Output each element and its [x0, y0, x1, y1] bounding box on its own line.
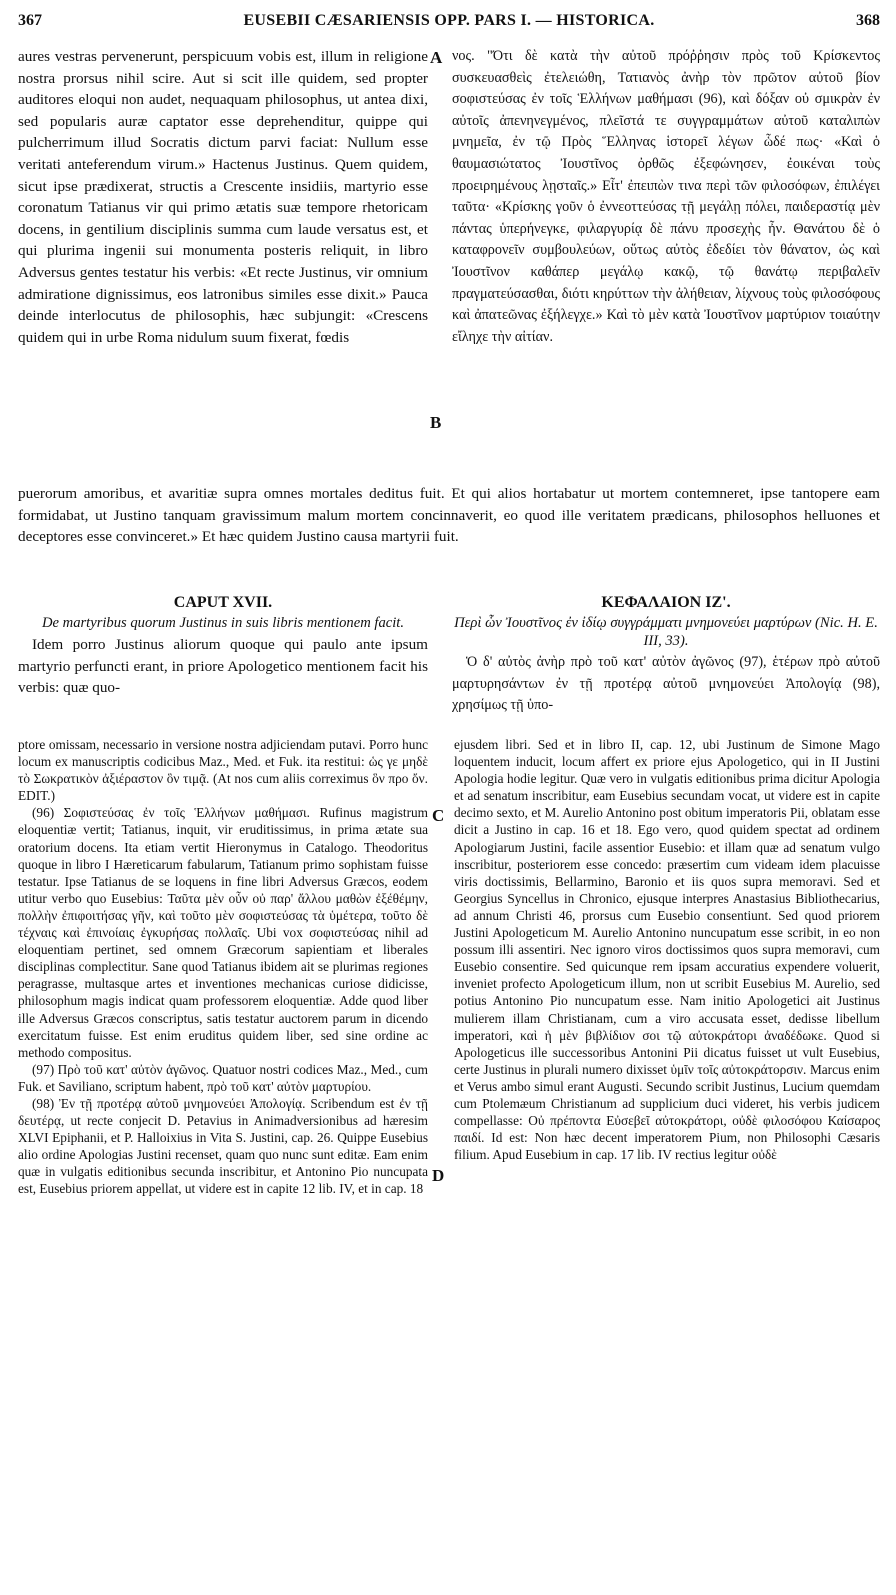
footnote-96: (96) Σοφιστεύσας ἐν τοῖς Ἑλλήνων μαθήμασι. Rufinus magistrum eloquentiæ vertit; Tatianus, inquit, vir eruditissimus, in prima ætate sua oratorium docens. Ita etiam vertit Hieronymus in Catalogo. Theodoritus quoque in libro I Hæreticarum fabularum, Tatianum primo sophistam fuisse testatur. Ipse Tatianus de se loquens in fine libri Adversus Græcos, eodem utitur verbo quo Eusebius: Ταῦτα μὲν οὖν οὐ παρ' ἄλλου μαθὼν ἐξέθέμην, πολλὴν ἐπιφοιτήσας γῆν, καὶ τοῦτο μὲν σοφιστεύσας τὰ ὑμέτερα, τοῦτο δὲ τέχναις καὶ ἐπινοίαις ἐγκυρήσας πολλαῖς. Ubi vox σοφιστεύσας nihil ad eloquentiam pertinet, sed omnem Græcorum sapientiam et liberales disciplinas complectitur. Sane quod Tatianus ibidem ait se plurimas regiones peragrasse, multasque artes et inventiones mechanicas curiose didicisse, philosophum magis indicat quam professorem eloquentiæ. Adde quod liber ille Adversus Græcos conscriptus, satis testatur auctorem parum in dicendo exercitatum fuisse. Est enim eruditus quidem liber, sed sine ordine ac methodo compositus.: [18, 805, 428, 1060]
margin-marker-d: D: [432, 1166, 445, 1185]
greek-chapter: [452, 594, 880, 717]
latin-chapter-title: CAPUT XVII.: [173, 594, 273, 611]
footnotes-left: [18, 736, 428, 1198]
footnote-98: (98) Ἐν τῇ προτέρᾳ αὐτοῦ μνημονεύει Ἀπολογίᾳ. Scribendum est ἐν τῇ δευτέρᾳ, ut recte conjecit D. Petavius in Animadversionibus ad hæresim XLVI Epiphanii, et P. Halloixius in Vita S. Justini, cap. 26. Quippe Eusebius alio ordine Apologias Justini recenset, quam quo nunc sunt editæ. Eam enim quæ in vulgatis editionibus secunda inscribitur, et Antonino Pio nuncupata est, Eusebius priorem appellat, ut videre est in capite 12 lib. IV, et in cap. 18: [18, 1095, 428, 1197]
running-title: EUSEBII CÆSARIENSIS OPP. PARS I. — HISTORICA.: [243, 12, 655, 29]
greek-original-text: νος. "Ότι δὲ κατὰ τὴν αὐτοῦ πρόῤῥησιν πρὸς τοῦ Κρίσκεντος συσκευασθεὶς ἐτελειώθη, Τατιανὸς ἀνὴρ τὸν πρῶτον αὐτοῦ βίον σοφιστεύσας ἐν τοῖς Ἑλλήνων μαθήμασι (96), καὶ δόξαν οὐ σμικρὰν ἐν αὐτοῖς ἀπενηνεγμένος, πλεῖστά τε συγγραμμάτων αὐτοῦ καταλιπὼν μνημεῖα, ἐν τῷ Πρὸς Ἕλληνας ἱστορεῖ λέγων ὧδέ πως· «Καὶ ὁ θαυμασιώτατος Ἰουστῖνος ὀρθῶς ἐξεφώνησεν, ἐοικέναι τοὺς προειρημένους λῃσταῖς.» Εἶτ' ἐπειπὼν τινα περὶ τῶν φιλοσόφων, ἐπιλέγει ταῦτα· «Κρίσκης γοῦν ὁ ἐννεοττεύσας τῇ μεγάλῃ πόλει, παιδεραστίᾳ μὲν πάντας ὑπερήνεγκε, φιλαργυρίᾳ δὲ πάνυ προσεχὴς ἦν. Θανάτου δὲ ὁ καταφρονεῖν συμβουλεύων, οὕτως αὐτὸς ἐδεδίει τὸν θάνατον, ὡς καὶ Ἰουστῖνον καθάπερ μεγάλῳ κακῷ, τῷ θανάτῳ περιβαλεῖν πραγματεύσασθαι, διότι κηρύττων τὴν ἀλήθειαν, λίχνους τοὺς φιλοσόφους καὶ ἀπατεῶνας ἐξήλεγχε.» Καὶ τὸ μὲν κατὰ Ἰουστῖνον μαρτύριον τοιαύτην εἴληχε τὴν αἰτίαν.: [452, 48, 880, 345]
book-page: [18, 6, 880, 1586]
footnote-98-continuation: ejusdem libri. Sed et in libro II, cap. 12, ubi Justinum de Simone Mago loquentem inducit, locum affert ex priore ejus Apologetico, qui in II Justini Apologia hodie legitur. Quæ vero in vulgatis editionibus prima dicitur Apologia et ad senatum inscribitur, eam Eusebius secundam vocat, ut videre est in capite decimo sexto, et M. Aurelio Antonino post obitum imperatoris Pii, oblatam esse dicit a Justino in cap. 16 et 18. Ego vero, quod quidem spectat ad ordinem Apologiarum Justini, facile assentior Eusebio: et illam quæ ad senatum vulgo inscribitur, posteriorem esse concedo: præsertim cum videam idem placuisse viris doctissimis, Bellarmino, Baronio et iis quos supra memoravi. Sed et Georgius Syncellus in Chronico, ejusque interpres Anastasius Bibliothecarius, ad annum Christi 46, prorsus cum Eusebio consentiunt. Sed quod priorem Justini Apologeticum M. Aurelio Antonino nuncupatum esse scribit, in eo non possum illi assentiri. Nec ignoro viros doctissimos quos supra memoravi, cum Eusebio consentire. Sed quicunque rem ipsam accuratius expendere voluerit, inveniet profecto Apologeticum illum, non ut scribit Eusebius M. Aurelio, sed potius Antonino Pio nuncupatum esse. Nam initio Apologetici ait Justinus mulierem illam Christianam, cum a viro accusata esset, dedisse libellum imperatori, καὶ ἡ μὲν βιβλίδιον σοι τῷ αὐτοκράτορι ἀναδέδωκε. Quod si Apologeticus ille successoribus Antonini Pii dicatus fuisset ut vult Eusebius, certe Justinus in plurali numero dixisset ὑμῖν τοῖς αὐτοκράτορσιν. Marcus enim et Verus ambo simul erant Augusti. Secundo scribit Justinus, Lucium quemdam cum Ptolemæum Christianum ad supplicium duci videret, his verbis judicem compellasse: Οὐ πρέποντα Εὐσεβεῖ αὐτοκράτορι, οὐδὲ φιλοσόφου Καίσαρος παιδί. Id est: Non hæc decent imperatorem Pium, non Philosophi Cæsaris filium. Apud Eusebium in cap. 17 lib. IV rectius legitur οὐδὲ: [454, 737, 880, 1163]
greek-chapter-title: ΚΕΦΑΛΑΙΟΝ ΙΖ'.: [601, 594, 731, 611]
latin-column-upper: [18, 46, 428, 348]
greek-chapter-text: Ὁ δ' αὐτὸς ἀνὴρ πρὸ τοῦ κατ' αὐτὸν ἀγῶνος (97), ἑτέρων πρὸ αὐτοῦ μαρτυρησάντων ἐν τῇ προτέρᾳ αὐτοῦ μνημονεύει Ἀπολογίᾳ (98), χρησίμως τῇ ὑπο-: [452, 654, 880, 714]
footnote-97: (97) Πρὸ τοῦ κατ' αὐτὸν ἀγῶνος. Quatuor nostri codices Maz., Med., cum Fuk. et Saviliano, scriptum habent, πρὸ τοῦ κατ' αὐτὸν μαρτυρίου.: [18, 1061, 428, 1094]
margin-marker-a: A: [430, 48, 443, 67]
latin-continuation-text: puerorum amoribus, et avaritiæ supra omnes mortales deditus fuit. Et qui alios hortabatur ut mortem contemneret, ipse tantopere eam formidabat, ut Justino tanquam gravissimum malum mortem concinnaverit, eo quod ille veritatem prædicans, philosophos helluones et deceptores esse convinceret.» Et hæc quidem Justino causa martyrii fuit.: [18, 485, 880, 546]
greek-column-upper: [452, 46, 880, 348]
latin-chapter-subtitle: De martyribus quorum Justinus in suis libris mentionem facit.: [41, 615, 404, 631]
footnote-continuation: ptore omissam, necessario in versione nostra adjiciendam putavi. Porro hunc locum ex manuscriptis codicibus Maz., Med. et Fuk. ita restitui: ὡς γε μηδὲ τὸ Σωκρατικὸν ἀξιέραστον ὃν τιμᾷ. (At nos cum aliis correximus ὃν προ ὄν. EDIT.): [18, 737, 428, 804]
latin-chapter: [18, 594, 428, 699]
page-number-left: 367: [18, 12, 42, 29]
running-header: [18, 6, 880, 46]
greek-chapter-subtitle: Περὶ ὧν Ἰουστῖνος ἐν ἰδίῳ συγγράμματι μνημονεύει μαρτύρων (Nic. H. E. III, 33).: [454, 615, 878, 649]
latin-chapter-text: Idem porro Justinus aliorum quoque qui paulo ante ipsum martyrio perfuncti erant, in priore Apologetico mentionem facit his verbis: quæ quo-: [18, 636, 428, 697]
latin-translation-text: aures vestras pervenerunt, perspicuum vobis est, illum in religione nostra prorsus nihil scire. Aut si scit ille quidem, sed propter auditores eloqui non audet, nequaquam philosophus, ut antea dixi, sed popularis auræ captator esse deprehenditur, quippe qui pulcherrimum illud Socratis dictum parvi faciat: Nullum esse veritati anteferendum virum.» Hactenus Justinus. Quem quidem, sicut ipse prædixerat, structis a Crescente insidiis, martyrio esse coronatum Tatianus vir qui primo ætatis suæ tempore rhetoricam docens, in gentilium disciplinis summa cum laude versatus est, et qui plurima ingenii sui monumenta posteris reliquit, in libro Adversus gentes testatur his verbis: «Et recte Justinus, vir omnium admiratione dignissimus, eos latronibus similes esse dixit.» Pauca deinde interlocutus de philosophis, hæc subjungit: «Crescens quidem qui in urbe Roma nidulum suum fixerat, fœdis: [18, 48, 428, 346]
footnotes-right: [454, 736, 880, 1163]
page-number-right: 368: [856, 12, 880, 29]
margin-marker-c: C: [432, 806, 445, 825]
full-width-latin: [18, 483, 880, 548]
margin-marker-b: B: [430, 413, 442, 432]
